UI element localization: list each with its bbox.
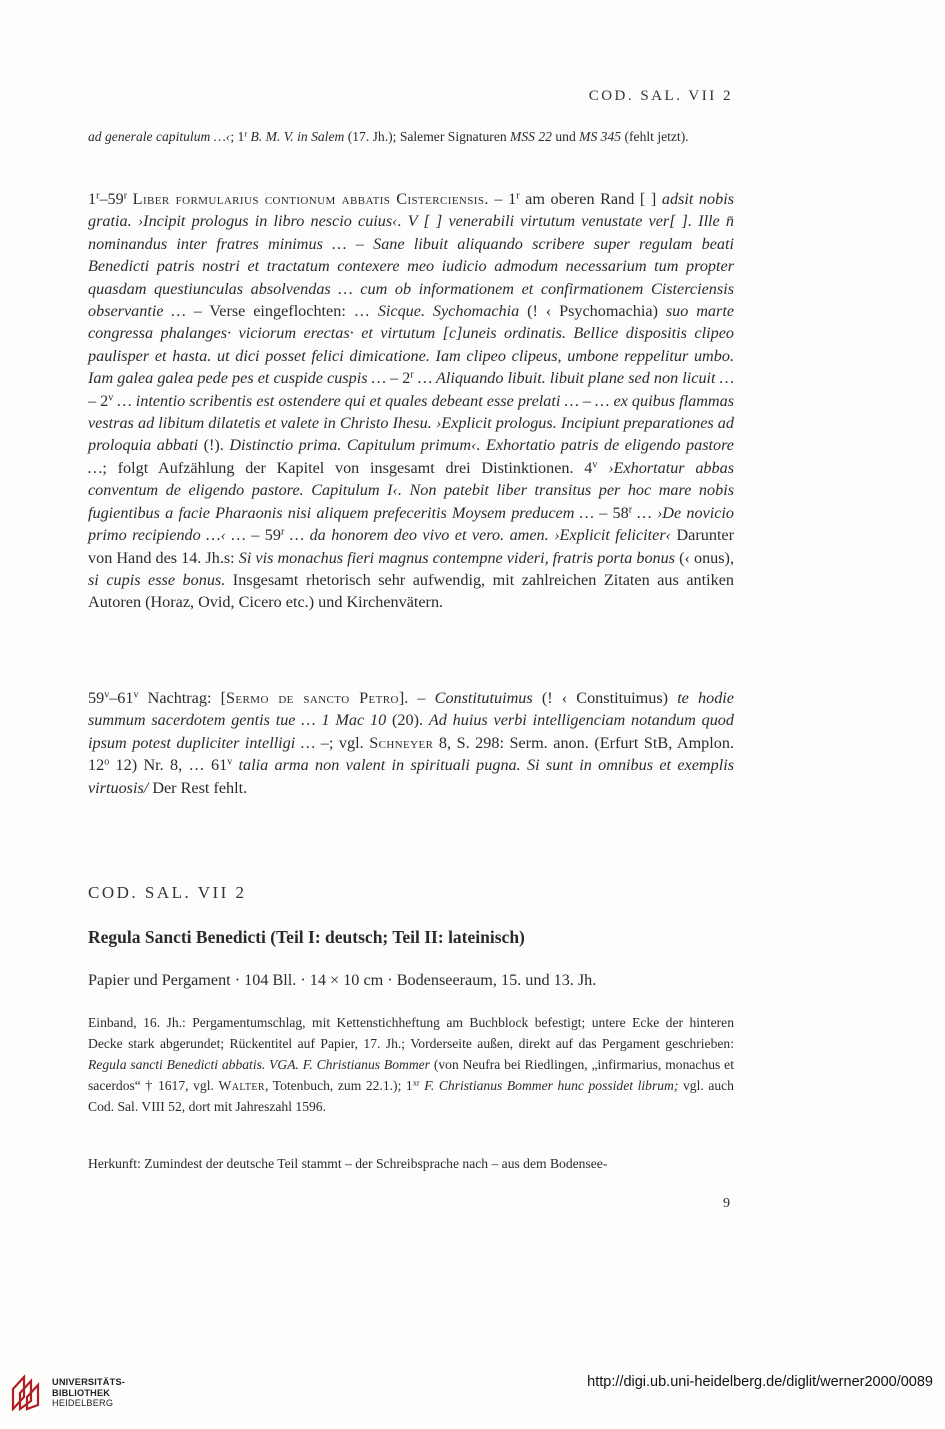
section-heading: COD. SAL. VII 2	[88, 883, 247, 902]
page-number: 9	[723, 1196, 730, 1211]
entry-title: Liber formularius contionum abbatis Cisterciensis.	[132, 190, 489, 208]
section-meta: Papier und Pergament · 104 Bll. · 14 × 10 cm · Bodenseeraum, 15. und 13. Jh.	[88, 971, 597, 989]
intro-text: ad generale capitulum …‹	[88, 129, 231, 144]
permalink-url[interactable]: http://digi.ub.uni-heidelberg.de/diglit/werner2000/0089	[587, 1374, 933, 1390]
entry-liber-formularius: 1$^r$–59$^r$ Liber formularius contionum abbatis Cisterciensis. – 1$^r$ am oberen Rand [ ] adsit nobis gratia. ›Incipit prologus in libro nescio cuius‹. V [ ] venerabili virtutum venustate ver[ ]. Ille n̄ nominandus inter fratres minimus … – Sane libuit aliquando scribere super regulam beati Benedicti patris nostri et tractatum contexere meo iudicio admodum necessarium tum propter quasdam questiunculas absolvendas … cum ob informationem et confirmationem Cisterciensis observantie … – Verse eingeflochten: … Sicque. Sychomachia (! ‹ Psychomachia) suo marte congressa phalanges· viciorum erectas· et virtutum [c]uneis ordinatis. Bellice dispositis clipeo paulisper et hasta. ut dici posset felici dimicatione. Iam clipeo clipeus, umbone reppelitur umbo. Iam galea galea pede pes et cuspide cuspis … – 2$^r$ … Aliquando libuit. libuit plane sed non licuit … – 2$^v$ … intentio scribentis est ostendere qui et quales debeant esse prelati … – … ex quibus flammas vestras ad libitum dilatetis et valete in Christo Ihesu. ›Explicit prologus. Incipiunt preparationes ad proloquia abbati (!). Distinctio prima. Capitulum primum‹. Exhortatio patris de eligendo pastore …; folgt Aufzählung der Kapitel von insgesamt drei Distinktionen. 4$^v$ ›Exhortatur abbas conventum de eligendo pastore. Capitulum I‹. Non patebit liber transitus per hoc mare nobis fugientibus a facie Pharaonis nisi aliquem prefeceritis Moysem preducem … – 58$^r$ … ›De novicio primo recipiendo …‹ … – 59$^r$ … da honorem deo vivo et vero. amen. ›Explicit feliciter‹ Darunter von Hand des 14. Jh.s: Si vis monachus fieri magnus contempne videri, fratris porta bonus (‹ onus), si cupis esse bonus. Insgesamt rhetorisch sehr aufwendig, mit zahlreichen Zitaten aus antiken Autoren (Horaz, Ovid, Cicero etc.) und Kirchenvätern.	[88, 190, 735, 612]
section-title: Regula Sancti Benedicti (Teil I: deutsch; Teil II: lateinisch)	[88, 927, 525, 947]
library-name: UNIVERSITÄTS- BIBLIOTHEK HEIDELBERG	[52, 1377, 126, 1408]
running-head: COD. SAL. VII 2	[588, 88, 733, 104]
binding-paragraph: Einband, 16. Jh.: Pergamentumschlag, mit Kettenstichheftung am Buchblock befestigt; untere Ecke der hinteren Decke stark abgerundet; Rückentitel auf Papier, 17. Jh.; Vorderseite außen, direkt auf das Pergament geschrieben: Regula sancti Benedicti abbatis. VGA. F. Christianus Bommer (von Neufra bei Riedlingen, „infirmarius, monachus et sacerdos“ † 1617, vgl. Walter, Totenbuch, zum 22.1.); $1^{xr}$ F. Christianus Bommer hunc possidet librum; vgl. auch Cod. Sal. VIII 52, dort mit Jahreszahl 1596.	[88, 1015, 734, 1114]
intro-paragraph: ad generale capitulum …‹; 1$^r$ B. M. V. in Salem (17. Jh.); Salemer Signaturen MSS 22 und MS 345 (fehlt jetzt).	[88, 128, 689, 144]
university-library-logo-icon	[10, 1371, 46, 1411]
provenance-paragraph: Herkunft: Zumindest der deutsche Teil stammt – der Schreibsprache nach – aus dem Bodensee-	[88, 1156, 608, 1171]
entry-nachtrag: 59$^v$–61$^v$ Nachtrag: [Sermo de sancto Petro]. – Constitutuimus (! ‹ Constituimus) te hodie summum sacerdotem gentis tue … 1 Mac 10 (20). Ad huius verbi intelligenciam notandum quod ipsum potest dupliciter intelligi … –; vgl. Schneyer 8, S. 298: Serm. anon. (Erfurt StB, Amplon. 12$^o$ 12) Nr. 8, … 61$^v$ talia arma non valent in spirituali pugna. Si sunt in omnibus et exemplis virtuosis/ Der Rest fehlt.	[88, 689, 735, 797]
footer	[0, 1365, 945, 1429]
